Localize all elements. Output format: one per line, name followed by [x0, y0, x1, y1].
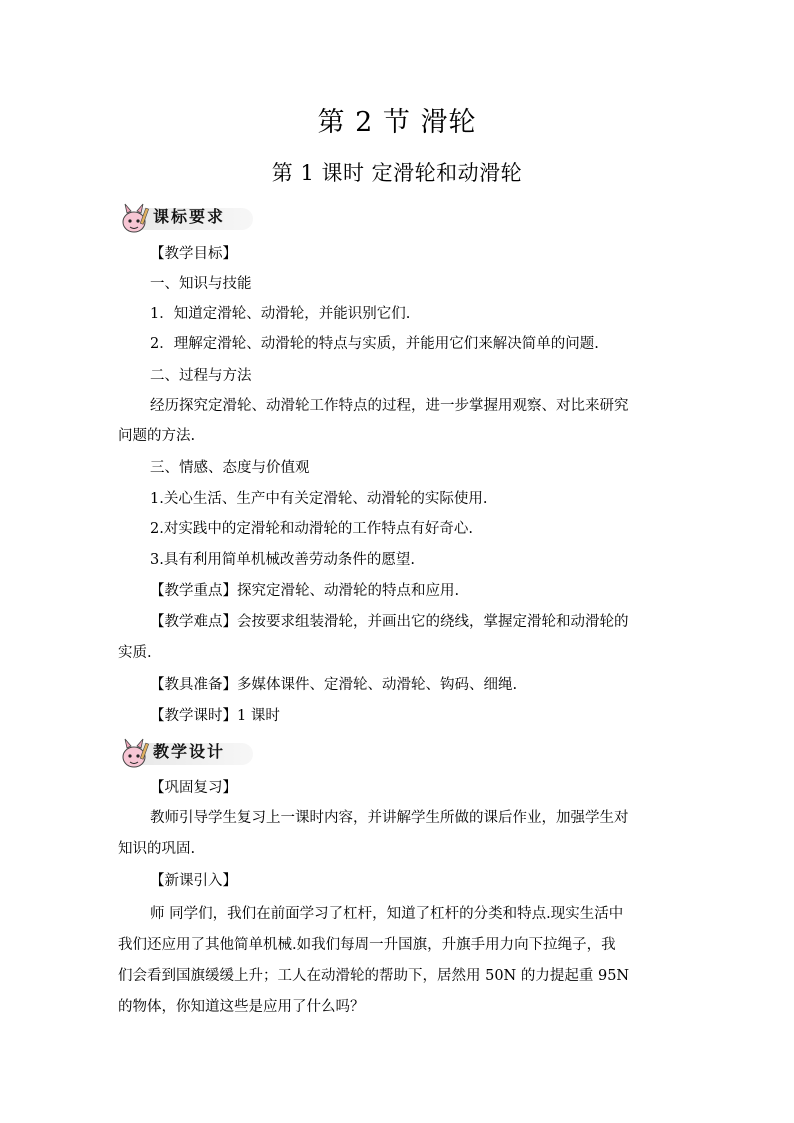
text-line: 【教学目标】 [150, 246, 237, 262]
text-line: 三、情感、态度与价值观 [150, 460, 310, 476]
text-line: 实质. [118, 645, 152, 661]
text-line: 【教学重点】探究定滑轮、动滑轮的特点和应用. [150, 583, 460, 599]
text-line: 的物体，你知道这些是应用了什么吗？ [118, 999, 365, 1015]
text-line: 【新课引入】 [150, 873, 237, 889]
text-line: 【教具准备】多媒体课件、定滑轮、动滑轮、钩码、细绳. [150, 677, 518, 693]
text-line: 2.对实践中的定滑轮和动滑轮的工作特点有好奇心. [150, 521, 473, 537]
pencil-mascot-icon [117, 737, 151, 769]
text-line: 师 同学们，我们在前面学习了杠杆，知道了杠杆的分类和特点.现实生活中 [150, 906, 624, 922]
text-line: 我们还应用了其他简单机械.如我们每周一升国旗，升旗手用力向下拉绳子，我 [118, 937, 616, 953]
text-line: 【巩固复习】 [150, 780, 237, 796]
text-line: 教师引导学生复习上一课时内容，并讲解学生所做的课后作业，加强学生对 [150, 810, 629, 826]
page-title: 第 2 节 滑轮 [317, 107, 477, 138]
section-badge-design [117, 737, 257, 769]
text-line: 2．理解定滑轮、动滑轮的特点与实质，并能用它们来解决简单的问题. [150, 336, 599, 352]
text-line: 1.关心生活、生产中有关定滑轮、动滑轮的实际使用. [150, 491, 488, 507]
text-line: 1．知道定滑轮、动滑轮，并能识别它们. [150, 306, 411, 322]
section-badge-requirements [117, 202, 257, 234]
text-line: 一、知识与技能 [150, 276, 252, 292]
section-label: 课标要求 [153, 207, 226, 226]
text-line: 二、过程与方法 [150, 368, 252, 384]
section-label: 教学设计 [153, 742, 226, 761]
text-line: 经历探究定滑轮、动滑轮工作特点的过程，进一步掌握用观察、对比来研究 [150, 398, 629, 414]
text-line: 们会看到国旗缓缓上升；工人在动滑轮的帮助下，居然用 50N 的力提起重 95N [118, 968, 630, 984]
lesson-subtitle: 第 1 课时 定滑轮和动滑轮 [271, 161, 523, 185]
text-line: 【教学课时】1 课时 [150, 708, 280, 724]
pencil-mascot-icon [117, 202, 151, 234]
text-line: 【教学难点】会按要求组装滑轮，并画出它的绕线，掌握定滑轮和动滑轮的 [150, 614, 629, 630]
text-line: 问题的方法. [118, 428, 196, 444]
text-line: 3.具有利用简单机械改善劳动条件的愿望. [150, 552, 415, 568]
text-line: 知识的巩固. [118, 841, 196, 857]
